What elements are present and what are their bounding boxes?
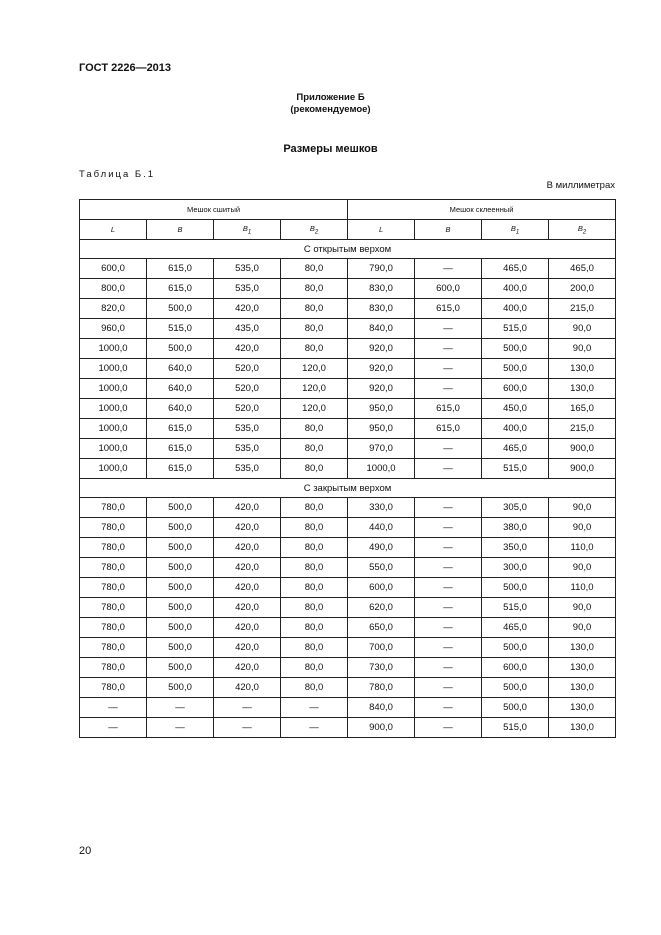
table-cell: 615,0 [147, 459, 214, 479]
section-header: С открытым верхом [80, 240, 616, 259]
table-cell: 215,0 [549, 419, 616, 439]
table-cell: 420,0 [214, 578, 281, 598]
table-cell: 1000,0 [80, 359, 147, 379]
table-cell: 380,0 [482, 518, 549, 538]
table-cell: 400,0 [482, 279, 549, 299]
table-cell: 450,0 [482, 399, 549, 419]
column-header-symbol: B [445, 225, 451, 234]
table-cell: 130,0 [549, 379, 616, 399]
table-cell: — [415, 518, 482, 538]
table-cell: 130,0 [549, 638, 616, 658]
column-header-symbol: B [510, 223, 516, 233]
table-cell: 500,0 [482, 578, 549, 598]
table-row [80, 399, 616, 419]
table-cell: 550,0 [348, 558, 415, 578]
table-cell: 435,0 [214, 319, 281, 339]
table-cell: 500,0 [147, 498, 214, 518]
table-cell: 400,0 [482, 299, 549, 319]
table-cell: 615,0 [147, 259, 214, 279]
table-cell: 500,0 [147, 518, 214, 538]
table-cell: 420,0 [214, 598, 281, 618]
table-row [80, 538, 616, 558]
table-cell: — [415, 439, 482, 459]
table-cell: 120,0 [281, 399, 348, 419]
table-cell: 780,0 [348, 678, 415, 698]
group-header-glued: Мешок склеенный [348, 200, 616, 220]
table-cell: 90,0 [549, 618, 616, 638]
table-cell: 305,0 [482, 498, 549, 518]
table-cell: 615,0 [147, 279, 214, 299]
table-cell: 600,0 [415, 279, 482, 299]
table-cell: 300,0 [482, 558, 549, 578]
table-cell: 420,0 [214, 518, 281, 538]
table-cell: 780,0 [80, 498, 147, 518]
table-row [80, 698, 616, 718]
table-cell: 500,0 [482, 678, 549, 698]
table-cell: 900,0 [348, 718, 415, 738]
table-cell: 500,0 [147, 638, 214, 658]
table-cell: 420,0 [214, 618, 281, 638]
table-cell: 790,0 [348, 259, 415, 279]
table-cell: — [415, 359, 482, 379]
column-header [549, 220, 616, 240]
section-header: С закрытым верхом [80, 479, 616, 498]
table-row [80, 658, 616, 678]
table-cell: 120,0 [281, 359, 348, 379]
table-cell: 500,0 [147, 658, 214, 678]
table-row [80, 498, 616, 518]
table-cell: 165,0 [549, 399, 616, 419]
column-header [281, 220, 348, 240]
table-cell: — [415, 339, 482, 359]
table-cell: 80,0 [281, 598, 348, 618]
table-cell: 80,0 [281, 538, 348, 558]
table-cell: 520,0 [214, 379, 281, 399]
table-cell: — [147, 718, 214, 738]
table-cell: 920,0 [348, 359, 415, 379]
table-row [80, 598, 616, 618]
table-row [80, 558, 616, 578]
table-cell: 90,0 [549, 518, 616, 538]
table-cell: 440,0 [348, 518, 415, 538]
table-cell: 900,0 [549, 439, 616, 459]
column-header-symbol: L [110, 225, 116, 234]
column-header-row [80, 220, 616, 240]
column-header-subscript: 1 [247, 229, 252, 236]
table-cell: 465,0 [549, 259, 616, 279]
column-header [147, 220, 214, 240]
table-cell: — [281, 698, 348, 718]
table-cell: 420,0 [214, 678, 281, 698]
table-cell: 215,0 [549, 299, 616, 319]
table-row [80, 259, 616, 279]
table-cell: 780,0 [80, 518, 147, 538]
table-cell: 500,0 [147, 618, 214, 638]
table-cell: 820,0 [80, 299, 147, 319]
table-cell: 1000,0 [80, 439, 147, 459]
table-cell: 780,0 [80, 558, 147, 578]
table-cell: 970,0 [348, 439, 415, 459]
table-cell: 515,0 [482, 459, 549, 479]
column-header [415, 220, 482, 240]
table-cell: 130,0 [549, 359, 616, 379]
table-cell: 535,0 [214, 259, 281, 279]
group-header-sewn: Мешок сшитый [80, 200, 348, 220]
table-cell: 600,0 [482, 379, 549, 399]
table-cell: 535,0 [214, 419, 281, 439]
table-cell: 520,0 [214, 359, 281, 379]
table-cell: 120,0 [281, 379, 348, 399]
table-cell: 615,0 [415, 399, 482, 419]
table-cell: 90,0 [549, 598, 616, 618]
table-cell: 110,0 [549, 578, 616, 598]
table-cell: 130,0 [549, 658, 616, 678]
table-cell: 130,0 [549, 718, 616, 738]
column-header [348, 220, 415, 240]
column-header-symbol: L [378, 225, 384, 234]
table-cell: 615,0 [147, 439, 214, 459]
table-cell: — [415, 498, 482, 518]
table-cell: 420,0 [214, 299, 281, 319]
table-cell: 515,0 [482, 598, 549, 618]
table-cell: 830,0 [348, 279, 415, 299]
units-note: В миллиметрах [546, 180, 615, 191]
table-cell: 1000,0 [80, 419, 147, 439]
appendix-subtitle: (рекомендуемое) [290, 104, 371, 115]
table-cell: 830,0 [348, 299, 415, 319]
table-cell: 80,0 [281, 678, 348, 698]
table-cell: 465,0 [482, 439, 549, 459]
column-header-symbol: B [309, 223, 315, 233]
table-cell: 110,0 [549, 538, 616, 558]
page-number: 20 [79, 845, 92, 857]
table-cell: 500,0 [147, 558, 214, 578]
table-cell: 130,0 [549, 678, 616, 698]
table-cell: 500,0 [147, 299, 214, 319]
table-cell: 840,0 [348, 698, 415, 718]
table-cell: — [415, 658, 482, 678]
table-cell: 500,0 [482, 359, 549, 379]
table-cell: 640,0 [147, 359, 214, 379]
section-header-row [80, 479, 616, 498]
table-body [80, 240, 616, 738]
bag-dimensions-table [79, 199, 616, 738]
table-cell: 420,0 [214, 538, 281, 558]
table-cell: — [214, 698, 281, 718]
table-row [80, 638, 616, 658]
table-cell: — [147, 698, 214, 718]
group-header-row [80, 200, 616, 220]
table-row [80, 299, 616, 319]
table-cell: — [415, 598, 482, 618]
table-cell: 490,0 [348, 538, 415, 558]
table-cell: 1000,0 [80, 459, 147, 479]
table-cell: 420,0 [214, 339, 281, 359]
table-cell: 730,0 [348, 658, 415, 678]
table-cell: 80,0 [281, 319, 348, 339]
column-header-symbol: B [242, 223, 248, 233]
column-header [214, 220, 281, 240]
table-row [80, 578, 616, 598]
table-cell: 1000,0 [80, 339, 147, 359]
table-cell: — [80, 698, 147, 718]
column-header-subscript: 2 [582, 229, 587, 236]
table-cell: 780,0 [80, 658, 147, 678]
table-cell: 465,0 [482, 259, 549, 279]
table-cell: 80,0 [281, 299, 348, 319]
table-cell: 80,0 [281, 279, 348, 299]
table-row [80, 439, 616, 459]
table-cell: 650,0 [348, 618, 415, 638]
table-cell: — [415, 578, 482, 598]
table-cell: 500,0 [147, 339, 214, 359]
section-header-row [80, 240, 616, 259]
table-cell: 80,0 [281, 618, 348, 638]
table-cell: 200,0 [549, 279, 616, 299]
table-cell: — [415, 379, 482, 399]
table-cell: 80,0 [281, 259, 348, 279]
table-row [80, 459, 616, 479]
table-cell: 620,0 [348, 598, 415, 618]
table-cell: 535,0 [214, 279, 281, 299]
table-cell: 700,0 [348, 638, 415, 658]
table-cell: 1000,0 [80, 399, 147, 419]
table-cell: — [415, 319, 482, 339]
table-caption: Таблица Б.1 [79, 169, 156, 180]
table-cell: 420,0 [214, 558, 281, 578]
table-cell: — [415, 678, 482, 698]
table-cell: 615,0 [415, 419, 482, 439]
table-row [80, 359, 616, 379]
table-cell: 130,0 [549, 698, 616, 718]
column-header-symbol: B [177, 225, 183, 234]
table-cell: — [415, 558, 482, 578]
table-cell: 535,0 [214, 459, 281, 479]
table-cell: 80,0 [281, 459, 348, 479]
table-cell: 640,0 [147, 379, 214, 399]
table-cell: 600,0 [482, 658, 549, 678]
table-cell: 920,0 [348, 379, 415, 399]
table-cell: — [415, 259, 482, 279]
table-cell: 1000,0 [80, 379, 147, 399]
table-cell: 80,0 [281, 339, 348, 359]
table-cell: — [415, 718, 482, 738]
table-cell: 615,0 [147, 419, 214, 439]
table-cell: 80,0 [281, 439, 348, 459]
table-row [80, 718, 616, 738]
table-cell: 920,0 [348, 339, 415, 359]
table-cell: 80,0 [281, 558, 348, 578]
section-title: Размеры мешков [283, 143, 378, 155]
table-cell: 780,0 [80, 618, 147, 638]
table-cell: 1000,0 [348, 459, 415, 479]
table-row [80, 618, 616, 638]
table-cell: 500,0 [147, 538, 214, 558]
table-cell: 500,0 [147, 578, 214, 598]
table-cell: 500,0 [147, 678, 214, 698]
table-cell: 80,0 [281, 498, 348, 518]
table-cell: 640,0 [147, 399, 214, 419]
column-header-subscript: 1 [515, 229, 520, 236]
table-cell: 500,0 [147, 598, 214, 618]
table-cell: 500,0 [482, 698, 549, 718]
table-cell: — [415, 698, 482, 718]
table-cell: 840,0 [348, 319, 415, 339]
table-cell: 420,0 [214, 638, 281, 658]
appendix-heading [0, 92, 661, 116]
column-header-symbol: B [577, 223, 583, 233]
table-cell: 960,0 [80, 319, 147, 339]
table-cell: 900,0 [549, 459, 616, 479]
table-cell: 90,0 [549, 319, 616, 339]
table-cell: 500,0 [482, 339, 549, 359]
table-row [80, 319, 616, 339]
table-cell: 400,0 [482, 419, 549, 439]
table-cell: — [415, 459, 482, 479]
table-cell: 90,0 [549, 498, 616, 518]
table-cell: 615,0 [415, 299, 482, 319]
table-cell: — [214, 718, 281, 738]
table-cell: 950,0 [348, 419, 415, 439]
table-cell: 500,0 [482, 638, 549, 658]
appendix-title: Приложение Б [296, 92, 365, 103]
table-cell: — [415, 638, 482, 658]
column-header-subscript: 2 [314, 229, 319, 236]
table-cell: 780,0 [80, 638, 147, 658]
table-cell: — [80, 718, 147, 738]
table-cell: 330,0 [348, 498, 415, 518]
table-cell: 80,0 [281, 638, 348, 658]
table-cell: 600,0 [80, 259, 147, 279]
table-cell: 780,0 [80, 678, 147, 698]
table-row [80, 279, 616, 299]
table-cell: 80,0 [281, 518, 348, 538]
table-cell: 80,0 [281, 419, 348, 439]
table-cell: 420,0 [214, 498, 281, 518]
table-row [80, 678, 616, 698]
table-cell: — [415, 538, 482, 558]
table-cell: 350,0 [482, 538, 549, 558]
table-cell: 780,0 [80, 538, 147, 558]
table-cell: 515,0 [482, 718, 549, 738]
table-cell: 515,0 [482, 319, 549, 339]
table-row [80, 518, 616, 538]
table-cell: 80,0 [281, 578, 348, 598]
table-cell: 800,0 [80, 279, 147, 299]
table-cell: 80,0 [281, 658, 348, 678]
table-row [80, 339, 616, 359]
table-cell: 950,0 [348, 399, 415, 419]
table-cell: 535,0 [214, 439, 281, 459]
table-cell: 90,0 [549, 339, 616, 359]
table-cell: 465,0 [482, 618, 549, 638]
table-row [80, 379, 616, 399]
table-cell: — [415, 618, 482, 638]
column-header [482, 220, 549, 240]
table-cell: 90,0 [549, 558, 616, 578]
table-row [80, 419, 616, 439]
column-header [80, 220, 147, 240]
table-cell: 600,0 [348, 578, 415, 598]
table-cell: 780,0 [80, 578, 147, 598]
table-cell: 780,0 [80, 598, 147, 618]
table-cell: 520,0 [214, 399, 281, 419]
table-cell: 420,0 [214, 658, 281, 678]
table-cell: — [281, 718, 348, 738]
document-code: ГОСТ 2226—2013 [79, 62, 172, 74]
table-cell: 515,0 [147, 319, 214, 339]
